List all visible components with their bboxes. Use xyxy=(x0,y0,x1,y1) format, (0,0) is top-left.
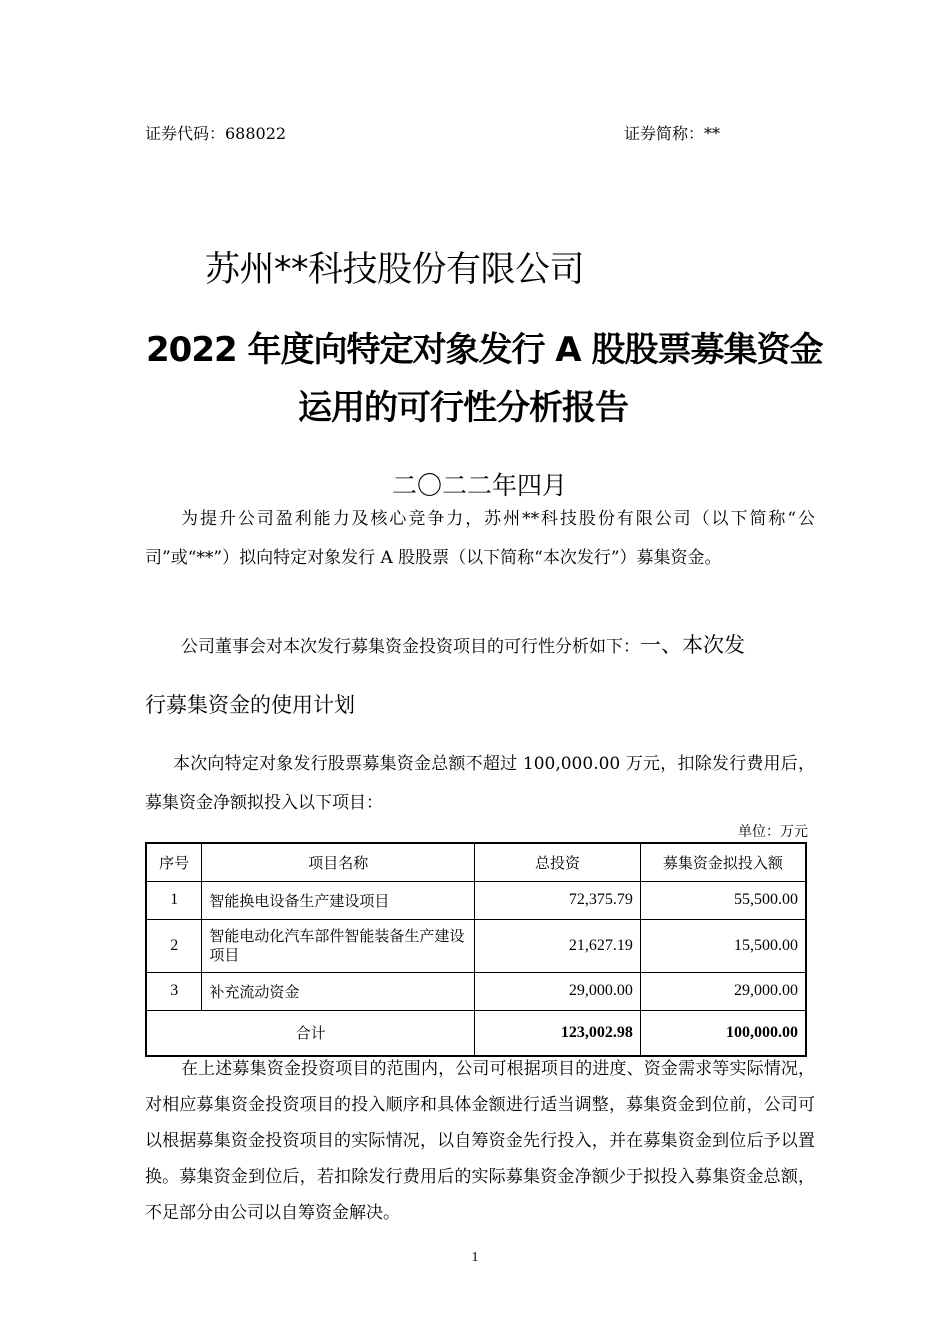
page-number: 1 xyxy=(471,1250,479,1265)
row-no: 1 xyxy=(146,881,202,919)
section-1-heading-part-b: 行募集资金的使用计划 xyxy=(145,693,355,717)
header-project-name: 项目名称 xyxy=(202,843,475,881)
row-total-investment: 72,375.79 xyxy=(475,881,641,919)
adjustment-paragraph: 在上述募集资金投资项目的范围内，公司可根据项目的进度、资金需求等实际情况，对相应募集资金投资项目的投入顺序和具体金额进行适当调整，募集资金到位前，公司可以根据募集资金投资项目的实际情况，以自筹资金先行投入，并在募集资金到位后予以置换。募集资金到位后，若扣除发行费用后的实际募集资金净额少于拟投入募集资金总额，不足部分由公司以自筹资金解决。 xyxy=(145,1059,815,1223)
total-label: 合计 xyxy=(146,1010,475,1056)
row-raised-funds: 15,500.00 xyxy=(640,919,806,972)
row-project-name: 智能换电设备生产建设项目 xyxy=(202,881,475,919)
fund-usage-table xyxy=(145,842,807,1057)
total-investment-sum: 123,002.98 xyxy=(475,1010,641,1056)
company-name: 苏州**科技股份有限公司 xyxy=(205,250,585,290)
table-header-row xyxy=(146,843,806,881)
header-no: 序号 xyxy=(146,843,202,881)
table-unit-label: 单位：万元 xyxy=(738,824,808,840)
stock-abbreviation: 证券简称：** xyxy=(624,124,721,143)
report-title-line-2: 运用的可行性分析报告 xyxy=(298,388,628,428)
table-row xyxy=(146,972,806,1010)
analysis-lead: 公司董事会对本次发行募集资金投资项目的可行性分析如下： xyxy=(181,637,640,657)
header-raised-funds: 募集资金拟投入额 xyxy=(640,843,806,881)
stock-code: 证券代码：688022 xyxy=(145,124,287,143)
row-project-name: 补充流动资金 xyxy=(202,972,475,1010)
row-no: 2 xyxy=(146,919,202,972)
header-total-investment: 总投资 xyxy=(475,843,641,881)
row-project-name: 智能电动化汽车部件智能装备生产建设项目 xyxy=(202,919,475,972)
analysis-paragraph xyxy=(145,622,815,730)
raised-funds-sum: 100,000.00 xyxy=(640,1010,806,1056)
table-row xyxy=(146,881,806,919)
intro-paragraph: 为提升公司盈利能力及核心竞争力，苏州**科技股份有限公司（以下简称“公司”或“**”）拟向特定对象发行 A 股股票（以下简称“本次发行”）募集资金。 xyxy=(145,509,815,568)
row-total-investment: 29,000.00 xyxy=(475,972,641,1010)
plan-paragraph: 本次向特定对象发行股票募集资金总额不超过 100,000.00 万元，扣除发行费用后，募集资金净额拟投入以下项目： xyxy=(145,754,815,813)
row-raised-funds: 29,000.00 xyxy=(640,972,806,1010)
row-total-investment: 21,627.19 xyxy=(475,919,641,972)
table-row xyxy=(146,919,806,972)
row-no: 3 xyxy=(146,972,202,1010)
report-date: 二〇二二年四月 xyxy=(392,471,568,500)
table-total-row xyxy=(146,1010,806,1056)
row-raised-funds: 55,500.00 xyxy=(640,881,806,919)
section-1-heading-part-a: 一、本次发 xyxy=(640,633,745,657)
report-title-line-1: 2022 年度向特定对象发行 A 股股票募集资金 xyxy=(146,330,823,370)
